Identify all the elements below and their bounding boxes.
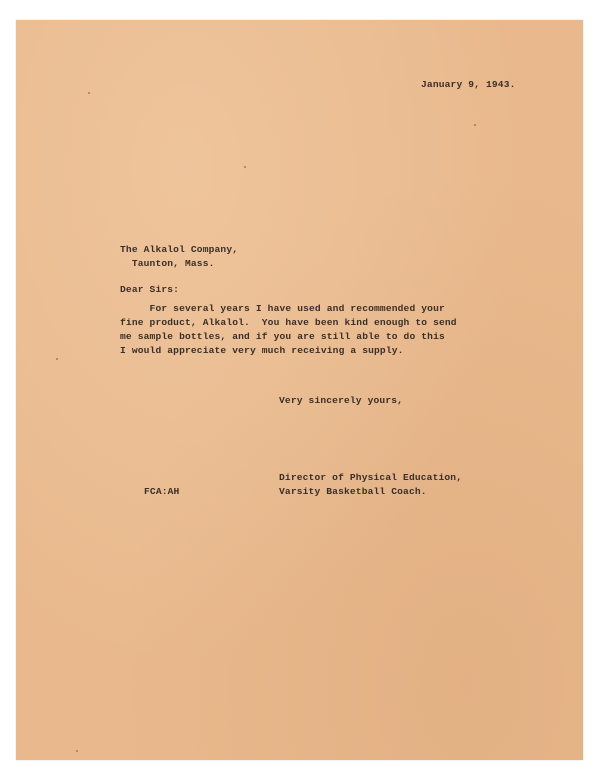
recipient-line: Taunton, Mass. [120,258,215,269]
body-line: me sample bottles, and if you are still able to do this [120,331,445,342]
body-line: I would appreciate very much receiving a supply. [120,345,404,356]
signature-line: Director of Physical Education, [279,472,463,483]
recipient-line: The Alkalol Company, [120,244,239,255]
paper-speck [474,124,476,126]
paper-speck [244,166,246,168]
body-line: For several years I have used and recommended your [120,303,445,314]
signature-line: Varsity Basketball Coach. [279,486,427,497]
paper-speck [56,358,58,360]
signature-block [279,471,462,499]
recipient-address [120,243,238,271]
body-line: fine product, Alkalol. You have been kind enough to send [120,317,457,328]
letter-body [120,302,457,358]
salutation: Dear Sirs: [120,284,180,295]
complimentary-close: Very sincerely yours, [279,395,404,406]
letter-date: January 9, 1943. [421,79,516,90]
letter-page [16,20,583,760]
reference-initials: FCA:AH [144,486,180,497]
paper-speck [88,92,90,94]
paper-speck [76,750,78,752]
